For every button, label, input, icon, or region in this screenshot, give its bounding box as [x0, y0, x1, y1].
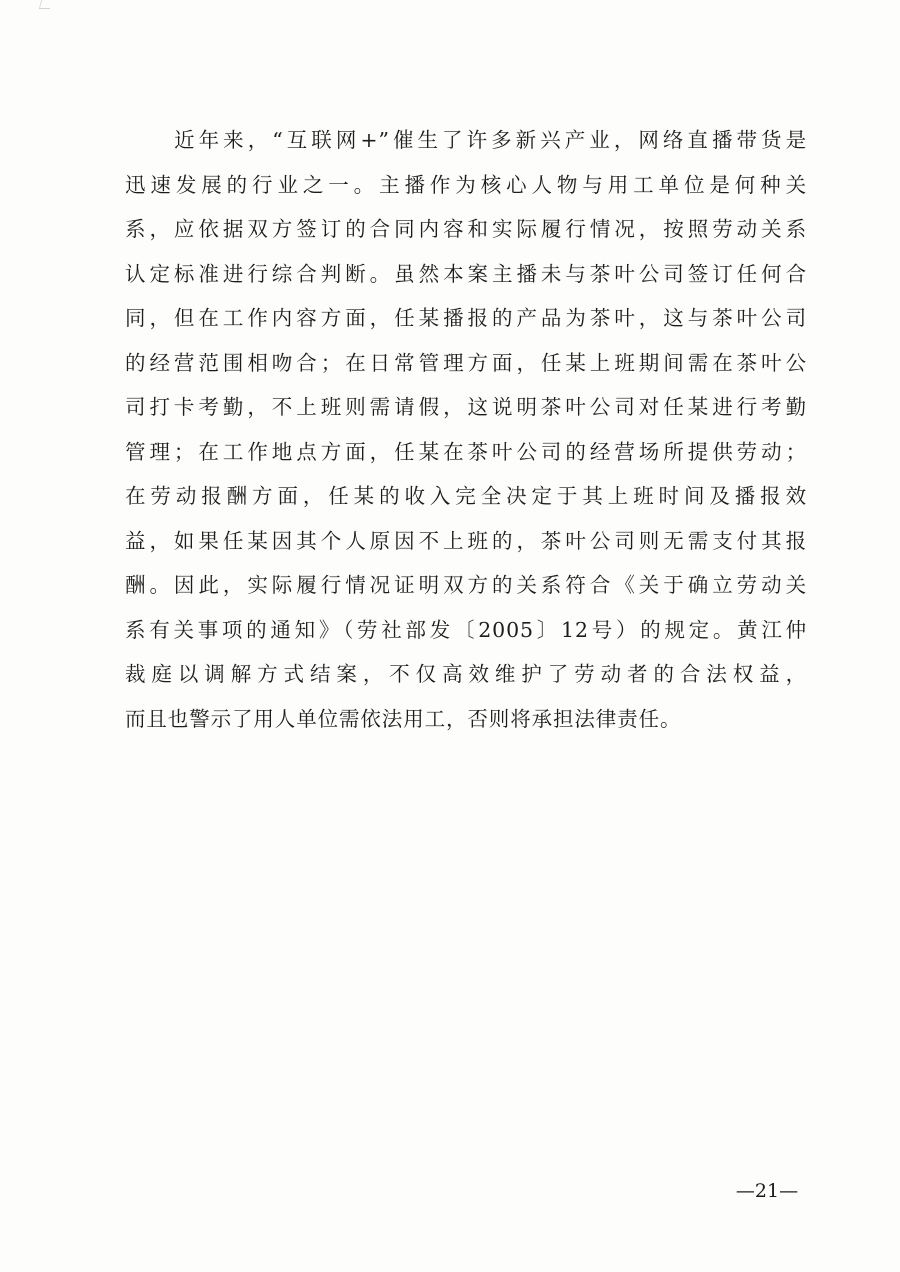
paragraph-line: 的经营范围相吻合；在日常管理方面，任某上班期间需在茶叶公 — [125, 350, 807, 375]
paragraph-line: 在劳动报酬方面，任某的收入完全决定于其上班时间及播报效 — [125, 484, 807, 508]
paragraph-line: 同，但在工作内容方面，任某播报的产品为茶叶，这与茶叶公司 — [125, 306, 807, 330]
paragraph-line: 而且也警示了用人单位需依法用工，否则将承担法律责任。 — [125, 706, 682, 731]
paragraph-line: 裁庭以调解方式结案，不仅高效维护了劳动者的合法权益， — [125, 662, 807, 686]
paragraph-line: 近年来，“互联网+”催生了许多新兴产业，网络直播带货是 — [125, 128, 807, 152]
paragraph-line: 管理；在工作地点方面，任某在茶叶公司的经营场所提供劳动； — [125, 439, 807, 464]
paragraph-line: 益，如果任某因其个人原因不上班的，茶叶公司则无需支付其报 — [125, 528, 807, 553]
body-paragraph — [125, 118, 807, 741]
paragraph-line: 司打卡考勤，不上班则需请假，这说明茶叶公司对任某进行考勤 — [125, 395, 807, 419]
paragraph-line: 迅速发展的行业之一。主播作为核心人物与用工单位是何种关 — [125, 172, 807, 197]
paragraph-line: 认定标准进行综合判断。虽然本案主播未与茶叶公司签订任何合 — [125, 261, 807, 286]
paragraph-line: 系，应依据双方签订的合同内容和实际履行情况，按照劳动关系 — [125, 217, 807, 241]
paragraph-line: 系有关事项的通知》（劳社部发〔2005〕12号）的规定。黄江仲 — [125, 617, 807, 642]
paragraph-line: 酬。因此，实际履行情况证明双方的关系符合《关于确立劳动关 — [125, 573, 807, 597]
page-number: —21— — [735, 1180, 799, 1202]
scan-corner-mark — [39, 0, 52, 9]
